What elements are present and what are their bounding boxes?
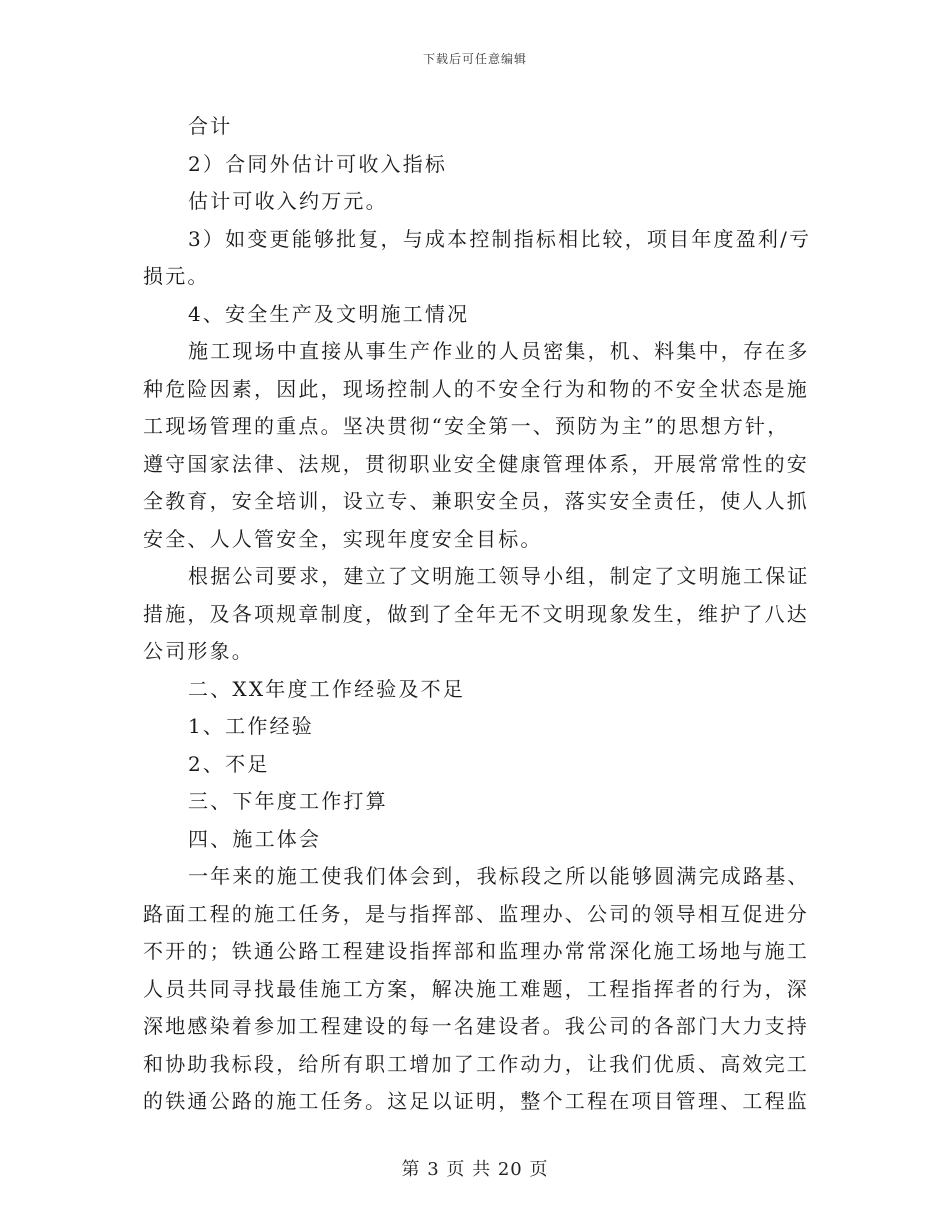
body-line: 深地感染着参加工程建设的每一名建设者。我公司的各部门大力支持 <box>143 1014 809 1038</box>
body-line: 全教育，安全培训，设立专、兼职安全员，落实安全责任，使人人抓 <box>143 489 809 513</box>
body-line: 公司形象。 <box>143 639 254 663</box>
body-line: 合计 <box>188 114 233 138</box>
section-heading: 四、施工体会 <box>188 826 322 851</box>
body-line: 3）如变更能够批复，与成本控制指标相比较，项目年度盈利/亏 <box>188 226 812 251</box>
page-header: 下载后可任意编辑 <box>422 52 527 66</box>
subsection-heading: 2、不足 <box>188 751 270 776</box>
body-line: 遵守国家法律、法规，贯彻职业安全健康管理体系，开展常常性的安 <box>143 451 809 476</box>
section-heading: 4、安全生产及文明施工情况 <box>188 301 470 326</box>
document-body <box>143 108 812 1121</box>
section-heading: 三、下年度工作打算 <box>188 789 388 813</box>
body-line: 2）合同外估计可收入指标 <box>188 151 448 176</box>
body-line: 措施，及各项规章制度，做到了全年无不文明现象发生，维护了八达 <box>143 601 809 626</box>
body-line: 一年来的施工使我们体会到，我标段之所以能够圆满完成路基、 <box>188 864 810 888</box>
body-line: 种危险因素，因此，现场控制人的不安全行为和物的不安全状态是施 <box>143 376 809 401</box>
body-line: 损元。 <box>143 264 210 288</box>
page-footer: 第 3 页 共 20 页 <box>401 1159 549 1180</box>
section-heading: 二、XX年度工作经验及不足 <box>188 676 466 701</box>
subsection-heading: 1、工作经验 <box>188 714 314 738</box>
body-line: 人员共同寻找最佳施工方案，解决施工难题，工程指挥者的行为，深 <box>143 976 809 1001</box>
body-line: 和协助我标段，给所有职工增加了工作动力，让我们优质、高效完工 <box>143 1051 809 1076</box>
body-line: 的铁通公路的施工任务。这足以证明，整个工程在项目管理、工程监 <box>143 1089 809 1113</box>
body-line: 安全、人人管安全，实现年度安全目标。 <box>143 526 543 551</box>
body-line: 工现场管理的重点。坚决贯彻“安全第一、预防为主”的思想方针， <box>143 414 790 438</box>
body-line: 估计可收入约万元。 <box>188 189 388 213</box>
body-line: 施工现场中直接从事生产作业的人员密集，机、料集中，存在多 <box>188 339 810 363</box>
body-line: 根据公司要求，建立了文明施工领导小组，制定了文明施工保证 <box>188 564 810 588</box>
body-line: 不开的；铁通公路工程建设指挥部和监理办常常深化施工场地与施工 <box>143 939 809 963</box>
body-line: 路面工程的施工任务，是与指挥部、监理办、公司的领导相互促进分 <box>143 901 809 926</box>
